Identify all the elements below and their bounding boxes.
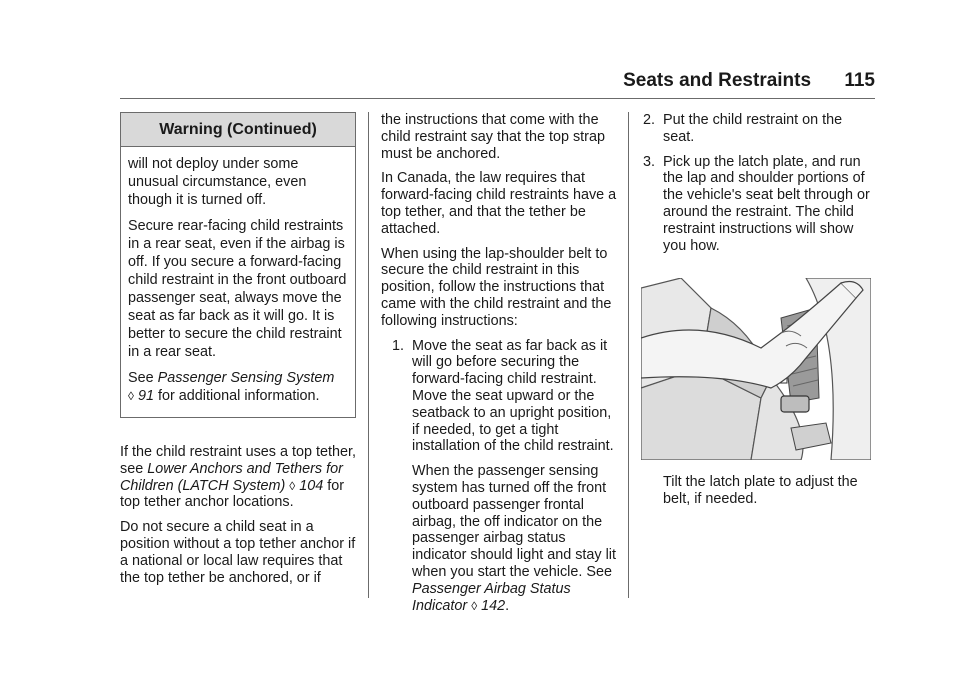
- cross-reference-link[interactable]: Lower Anchors and Tethers for Children (LATCH System): [120, 460, 343, 494]
- page-ref-icon: ◊: [289, 478, 296, 493]
- step-text: Put the child restraint on the seat.: [663, 112, 843, 145]
- warning-box: [120, 112, 356, 418]
- column-1: [120, 112, 356, 594]
- body-paragraph: When using the lap-shoulder belt to secure the child restraint in this position, follow the instructions that came with the child restraint and the following instructions:: [381, 245, 612, 329]
- section-title: Seats and Restraints: [623, 70, 812, 91]
- page-ref-icon: ◊: [128, 389, 134, 403]
- step-text: Move the seat as far back as it will go before securing the forward-facing child restraint. Move the seat upward or the seatback to an upright position, if needed, to get a tight installation of the child restraint.: [412, 337, 614, 455]
- list-item: [381, 338, 617, 615]
- column-divider-2: [628, 112, 629, 598]
- step-subtext: When the passenger sensing system has turned off the front outboard passenger frontal airbag, the off indicator on the passenger airbag status indicator should light and stay lit when you start the vehicle. See Passenger Airbag Status Indicator ◊ 142.: [412, 463, 616, 614]
- seat-belt-illustration: [641, 278, 871, 460]
- step-number: 3.: [643, 153, 656, 170]
- figure-caption: Tilt the latch plate to adjust the belt, if needed.: [663, 474, 858, 508]
- step-text: Pick up the latch plate, and run the lap and shoulder portions of the vehicle's seat belt through or around the restraint. The child restraint instructions will show you how.: [663, 153, 870, 254]
- step-number: 2.: [643, 112, 656, 128]
- latch-plate-illustration: [641, 278, 871, 460]
- column-2: [381, 112, 617, 622]
- warning-paragraph: will not deploy under some unusual circumstance, even though it is turned off.: [128, 156, 307, 208]
- header-rule: [120, 98, 875, 99]
- page-ref-number[interactable]: 104: [299, 477, 324, 494]
- instruction-list: [641, 112, 877, 254]
- page-header: [120, 70, 875, 98]
- body-paragraph: In Canada, the law requires that forward-facing child restraints have a top tether, and that the tether be attached.: [381, 170, 617, 237]
- tether-paragraph: If the child restraint uses a top tether, see Lower Anchors and Tethers for Children (LATCH System) ◊ 104 for top tether anchor locations.: [120, 444, 356, 511]
- page-ref-number[interactable]: 91: [137, 388, 154, 404]
- page-ref-icon: ◊: [471, 598, 478, 613]
- instruction-list: [381, 338, 617, 615]
- body-paragraph: the instructions that come with the child restraint say that the top strap must be anchored.: [381, 112, 605, 162]
- warning-body: [121, 147, 355, 417]
- warning-paragraph: Secure rear-facing child restraints in a rear seat, even if the airbag is off. If you secure a forward-facing child restraint in the front outboard passenger seat, always move the seat as far back as it will go. It is better to secure the child restraint in a rear seat.: [128, 218, 347, 360]
- step-number: 1.: [392, 337, 405, 354]
- column-divider-1: [368, 112, 369, 598]
- cross-reference-link[interactable]: Passenger Airbag Status Indicator: [412, 580, 571, 614]
- list-item: [641, 154, 877, 255]
- warning-see-also: See Passenger Sensing System ◊ 91 for additional information.: [128, 370, 335, 404]
- page-ref-number[interactable]: 142: [481, 597, 506, 614]
- list-item: [641, 112, 877, 146]
- warning-title: Warning (Continued): [121, 113, 355, 147]
- page-number: 115: [844, 70, 875, 91]
- column-3: [641, 112, 877, 516]
- body-paragraph: Do not secure a child seat in a position without a top tether anchor if a national or local law requires that the top tether be anchored, or if: [120, 519, 356, 586]
- cross-reference-link[interactable]: Passenger Sensing System: [157, 370, 335, 386]
